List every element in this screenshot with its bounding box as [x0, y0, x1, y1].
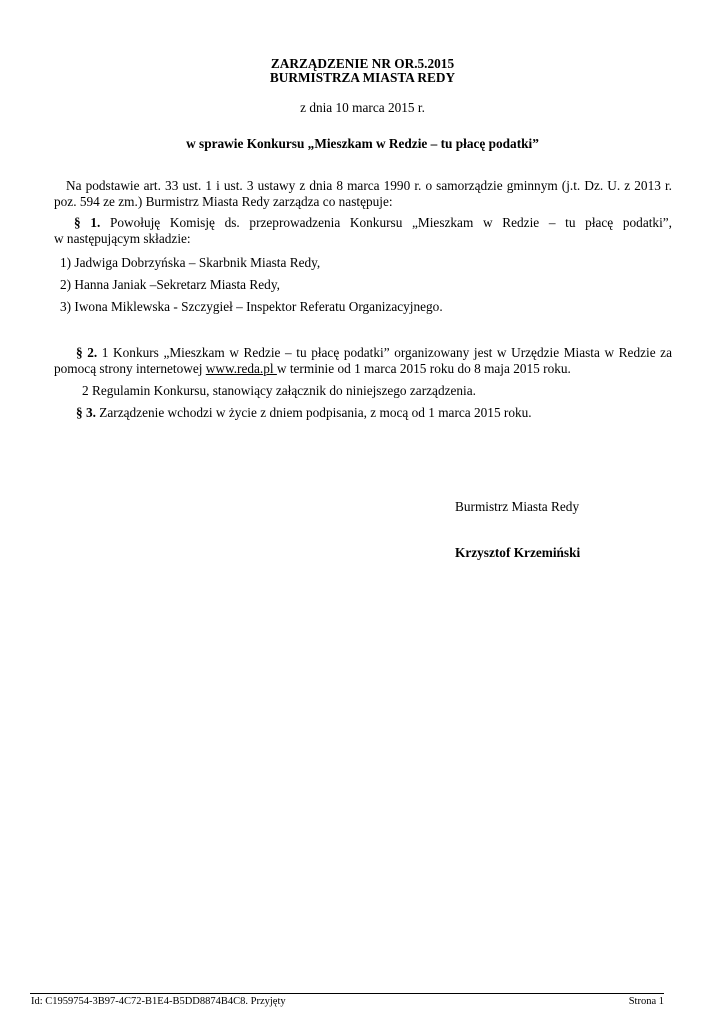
section-2-text: 1 Konkurs „Mieszkam w Redzie – tu płacę podatki” organizowany jest w Urzędzie Miasta w Redzie za [97, 345, 672, 360]
committee-member-3: 3) Iwona Miklewska - Szczygieł – Inspektor Referatu Organizacyjnego. [60, 299, 443, 314]
section-2-paragraph [54, 345, 672, 377]
section-2-line2 [54, 361, 672, 377]
section-1-line2: w następującym składzie: [54, 231, 191, 246]
footer-document-id: Id: C1959754-3B97-4C72-B1E4-B5DD8874B4C8. Przyjęty [31, 996, 286, 1007]
section-1-text: Powołuję Komisję ds. przeprowadzenia Konkursu „Mieszkam w Redzie – tu płacę podatki”, [100, 215, 672, 230]
footer-divider [30, 993, 664, 994]
committee-member-2: 2) Hanna Janiak –Sekretarz Miasta Redy, [60, 277, 280, 292]
document-title-line1: ZARZĄDZENIE NR OR.5.2015 [270, 56, 455, 71]
legal-basis-paragraph [54, 178, 672, 210]
section-2-line2-post: w terminie od 1 marca 2015 roku do 8 maja 2015 roku. [276, 361, 571, 376]
section-2-line1 [54, 345, 672, 361]
document-subject: w sprawie Konkursu „Mieszkam w Redzie – tu płacę podatki” [186, 136, 539, 151]
legal-basis-line2: poz. 594 ze zm.) Burmistrz Miasta Redy zarządza co następuje: [54, 194, 393, 209]
section-1-line1 [54, 215, 672, 231]
document-date: z dnia 10 marca 2015 r. [300, 100, 425, 115]
legal-basis-line1: Na podstawie art. 33 ust. 1 i ust. 3 ustawy z dnia 8 marca 1990 r. o samorządzie gminnym (j.t. Dz. U. z 2013 r. [66, 178, 672, 193]
section-2-label: § 2. [76, 345, 98, 360]
section-3-label: § 3. [76, 405, 96, 420]
section-1-label: § 1. [74, 215, 101, 230]
section-1-paragraph [54, 215, 672, 247]
committee-member-1: 1) Jadwiga Dobrzyńska – Skarbnik Miasta Redy, [60, 255, 321, 270]
signer-name: Krzysztof Krzemiński [455, 545, 581, 560]
section-3-text: Zarządzenie wchodzi w życie z dniem podpisania, z mocą od 1 marca 2015 roku. [95, 405, 532, 420]
document-title-line2: BURMISTRZA MIASTA REDY [269, 70, 456, 85]
signer-role: Burmistrz Miasta Redy [455, 499, 580, 514]
section-3-paragraph [76, 405, 672, 421]
footer-page-number: Strona 1 [628, 996, 664, 1007]
section-2-line2-pre: pomocą strony internetowej [54, 361, 206, 376]
reda-website-link[interactable]: www.reda.pl [205, 361, 277, 376]
section-2-point-2: 2 Regulamin Konkursu, stanowiący załącznik do niniejszego zarządzenia. [82, 383, 476, 398]
